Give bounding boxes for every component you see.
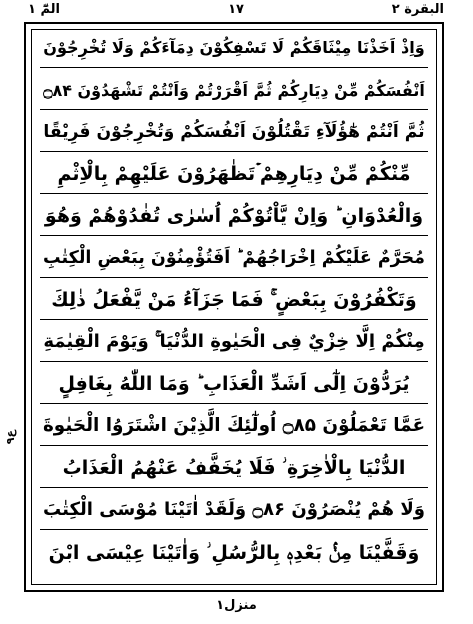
verse-text: الدُّنْيَا بِالْاٰخِرَةِ ؗ فَلَا يُخَفَّفُ عَنْهُمُ الْعَذَابُ [62,457,406,479]
verse-text: وَقَفَّيْنَا مِنْۢ بَعْدِهٖ بِالرُّسُلِ ؗ وَاٰتَيْنَا عِيْسَى ابْنَ [48,541,420,564]
surah-name: البقرة ۲ [391,2,444,17]
text-line [40,450,428,488]
verse-text: ثُمَّ اَنْتُمْ هٰٓؤُلَآءِ تَقْتُلُوْنَ اَنْفُسَكُمْ وَتُخْرِجُوْنَ فَرِيْقًا [43,121,425,142]
text-line [40,30,428,68]
verse-text: وَتَكْفُرُوْنَ بِبَعْضٍ ۚ فَمَا جَزَآءُ مَنْ يَّفْعَلُ ذٰلِكَ [51,289,417,311]
verse-text: وَلَا هُمْ يُنْصَرُوْنَ ۝۸۶ وَلَقَدْ اٰتَيْنَا مُوْسَى الْكِتٰبَ [43,499,425,521]
verse-text: مِنْكُمْ اِلَّا خِزْيٌ فِى الْحَيٰوةِ الدُّنْيَا ۚ وَيَوْمَ الْقِيٰمَةِ [43,331,425,353]
text-line [40,282,428,320]
text-line [40,324,428,362]
text-line [40,408,428,446]
verse-text: مِّنْكُمْ مِّنْ دِيَارِهِمْ ۡتَظٰهَرُوْنَ عَلَيْهِمْ بِالْاِثْمِ [57,163,411,185]
page-border [24,22,444,592]
text-line [40,72,428,110]
text-line [40,114,428,152]
para-name: المّٓ ۱ [28,2,60,17]
text-line [40,492,428,530]
text-line [40,366,428,404]
text-line [40,534,428,572]
verse-text: اَنْفُسَكُمْ مِّنْ دِيَارِكُمْ ثُمَّ اَقْرَرْتُمْ وَاَنْتُمْ تَشْهَدُوْنَ ۝۸۴ [43,80,425,100]
verse-text: مُحَرَّمٌ عَلَيْكُمْ اِخْرَاجُهُمْ ؕ اَفَتُؤْمِنُوْنَ بِبَعْضِ الْكِتٰبِ [43,247,425,268]
text-frame [31,29,437,585]
text-line [40,156,428,194]
text-line [40,240,428,278]
page-header [24,2,448,22]
text-line [40,198,428,236]
ruku-marker: ع۹ [4,430,17,445]
manzil-marker: منزل۱ [216,598,257,613]
verse-text: وَاِذْ اَخَذْنَا مِيْثَاقَكُمْ لَا تَسْفِكُوْنَ دِمَآءَكُمْ وَلَا تُخْرِجُوْنَ [43,38,425,58]
verse-text: عَمَّا تَعْمَلُوْنَ ۝۸۵ اُولٰٓئِكَ الَّذِيْنَ اشْتَرَوُا الْحَيٰوةَ [42,415,426,437]
verse-text: يُرَدُّوْنَ اِلٰٓى اَشَدِّ الْعَذَابِ ؕ وَمَا اللّٰهُ بِغَافِلٍ [58,373,410,395]
page-number: ۱۷ [228,2,244,17]
verse-text: وَالْعُدْوَانِ ؕ وَاِنْ يَّاْتُوْكُمْ اُسٰرٰى تُفٰدُوْهُمْ وَهُوَ [44,205,424,227]
